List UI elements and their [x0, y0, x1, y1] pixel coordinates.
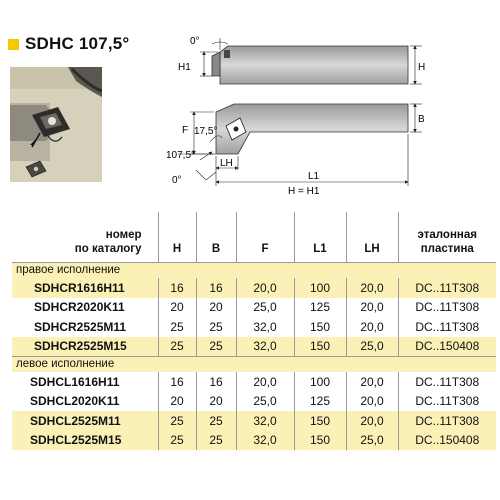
label-b: B	[418, 114, 425, 125]
col-header-insert: эталонная пластина	[398, 212, 496, 262]
label-h-eq-h1: H = H1	[288, 186, 320, 197]
col-header-f: F	[236, 212, 294, 262]
section-left-hand: левое исполнение	[12, 356, 496, 372]
page-title: SDHC 107,5°	[25, 34, 130, 53]
table-row: SDHCL1616H11 16 16 20,0 100 20,0 DC..11T308	[12, 372, 496, 392]
table-row: SDHCL2525M15 25 25 32,0 150 25,0 DC..150408	[12, 431, 496, 451]
side-view	[200, 38, 422, 84]
spec-table	[12, 212, 496, 450]
table-row: SDHCL2525M11 25 25 32,0 150 20,0 DC..11T308	[12, 411, 496, 431]
plan-view	[178, 104, 422, 186]
label-lh: LH	[220, 158, 233, 169]
label-l1: L1	[308, 171, 320, 182]
label-angle-107-5: 107,5°	[166, 150, 196, 161]
col-header-b: B	[196, 212, 236, 262]
technical-drawing	[160, 30, 430, 200]
col-header-catalog: номер по каталогу	[74, 228, 142, 255]
header	[8, 34, 129, 54]
col-header-lh: LH	[346, 212, 398, 262]
table-row: SDHCR2020K11 20 20 25,0 125 20,0 DC..11T308	[12, 298, 496, 318]
side-view-body	[220, 46, 408, 84]
label-h: H	[418, 62, 426, 73]
tool-photo	[10, 67, 102, 182]
label-angle-17-5: 17,5°	[194, 126, 218, 137]
label-angle-top: 0°	[190, 36, 200, 47]
col-header-h: H	[158, 212, 196, 262]
title-marker-icon	[8, 39, 19, 50]
table-row: SDHCL2020K11 20 20 25,0 125 20,0 DC..11T308	[12, 392, 496, 412]
table-row: SDHCR2525M11 25 25 32,0 150 20,0 DC..11T308	[12, 317, 496, 337]
label-f: F	[182, 125, 189, 136]
table-row: SDHCR1616H11 16 16 20,0 100 20,0 DC..11T308	[12, 278, 496, 298]
tool-photo-illustration	[10, 67, 102, 182]
col-header-l1: L1	[294, 212, 346, 262]
section-right-hand: правое исполнение	[12, 262, 496, 278]
label-angle-bottom: 0°	[172, 175, 182, 186]
label-h1: H1	[178, 62, 191, 73]
table-header-row	[12, 212, 496, 262]
table-row: SDHCR2525M15 25 25 32,0 150 25,0 DC..150408	[12, 337, 496, 357]
